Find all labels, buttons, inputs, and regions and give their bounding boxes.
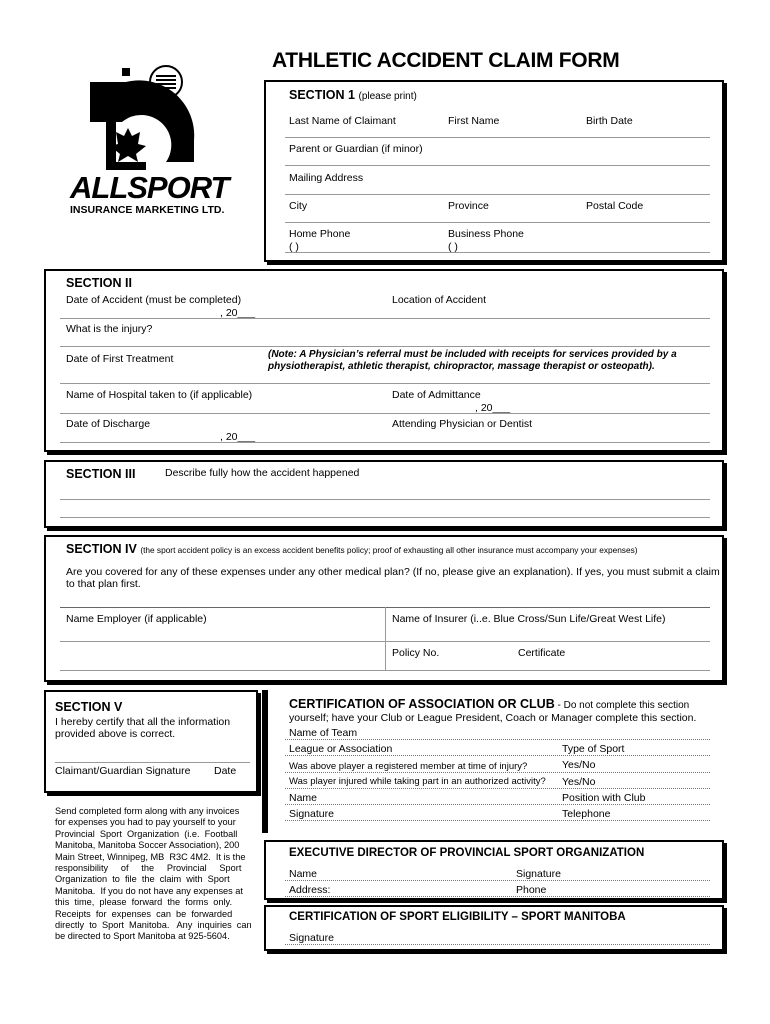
send-instructions-line: Organization to file the claim with Sport	[55, 874, 230, 885]
registered-question: Was above player a registered member at time of injury?	[289, 761, 528, 772]
parent-label: Parent or Guardian (if minor)	[289, 143, 423, 155]
physician-note-2: physiotherapist, athletic therapist, chiropractor, massage therapist or osteopath).	[268, 361, 655, 372]
insurer-label: Name of Insurer (i..e. Blue Cross/Sun Life/Great West Life)	[392, 613, 666, 625]
send-instructions-line: Manitoba, Manitoba Soccer Association), 200	[55, 840, 240, 851]
birth-date-label: Birth Date	[586, 115, 633, 127]
province-label: Province	[448, 200, 489, 212]
hospital-label: Name of Hospital taken to (if applicable)	[66, 389, 253, 401]
policy-label: Policy No.	[392, 647, 440, 659]
eligibility-title: CERTIFICATION OF SPORT ELIGIBILITY – SPORT MANITOBA	[289, 911, 626, 923]
business-phone-paren: ( )	[448, 241, 458, 253]
team-label: Name of Team	[289, 727, 358, 739]
employer-label: Name Employer (if applicable)	[66, 613, 207, 625]
send-instructions-line: be directed to Sport Manitoba at 925-5604.	[55, 931, 230, 942]
home-phone-label: Home Phone	[289, 228, 351, 240]
authorized-yesno: Yes/No	[562, 776, 596, 788]
send-instructions-line: Provincial Sport Organization (i.e. Football	[55, 828, 238, 839]
section-1-title: SECTION 1 (please print)	[289, 88, 417, 102]
city-label: City	[289, 200, 308, 212]
section-2-title: SECTION II	[66, 276, 132, 290]
send-instructions-line: Receipts for expenses can be forwarded	[55, 908, 233, 919]
discharge-year: , 20___	[220, 431, 256, 443]
logo-emblem-icon	[66, 62, 236, 182]
mailing-label: Mailing Address	[289, 172, 364, 184]
last-name-label: Last Name of Claimant	[289, 115, 396, 127]
date-accident-label: Date of Accident (must be completed)	[66, 294, 242, 306]
certify-text: I hereby certify that all the information	[55, 716, 231, 728]
section-4-title: SECTION IV (the sport accident policy is an excess accident benefits policy; proof of exhausting all other insurance must accompany your expenses)	[66, 542, 638, 556]
allsport-logo	[66, 62, 236, 222]
sport-type-label: Type of Sport	[562, 743, 625, 755]
club-name-label: Name	[289, 792, 318, 804]
postal-label: Postal Code	[586, 200, 644, 212]
section-3-title: SECTION III	[66, 467, 136, 481]
section-5-title: SECTION V	[55, 700, 123, 714]
admittance-year: , 20___	[475, 402, 511, 414]
home-phone-paren: ( )	[289, 241, 299, 253]
exec-name-label: Name	[289, 868, 318, 880]
send-instructions-line: Main Street, Winnipeg, MB R3C 4M2. It is the	[55, 851, 246, 862]
club-signature-label: Signature	[289, 808, 334, 820]
discharge-label: Date of Discharge	[66, 418, 151, 430]
send-instructions-line: Send completed form along with any invoices	[55, 806, 240, 816]
certificate-label: Certificate	[518, 647, 566, 659]
send-instructions-line: responsibility of the Provincial Sport	[55, 863, 242, 874]
first-treatment-label: Date of First Treatment	[66, 353, 174, 365]
logo-brand: ALLSPORT	[70, 170, 229, 205]
injury-label: What is the injury?	[66, 323, 153, 335]
telephone-label: Telephone	[562, 808, 611, 820]
cert-line-2: yourself; have your Club or League President, Coach or Manager complete this section.	[289, 712, 697, 724]
form-title: ATHLETIC ACCIDENT CLAIM FORM	[272, 49, 620, 72]
send-instructions-line: Manitoba. If you do not have any expenses at	[55, 885, 243, 896]
cert-club-title: CERTIFICATION OF ASSOCIATION OR CLUB - Do not complete this section	[289, 697, 690, 711]
logo-sub: INSURANCE MARKETING LTD.	[70, 204, 225, 216]
authorized-question: Was player injured while taking part in an authorized activity?	[289, 776, 546, 787]
send-instructions-line: directly to Sport Manitoba. Any inquiries can	[55, 920, 252, 931]
send-instructions	[55, 806, 255, 943]
claimant-date-label: Date	[214, 765, 237, 777]
location-label: Location of Accident	[392, 294, 486, 306]
physician-label: Attending Physician or Dentist	[392, 418, 533, 430]
describe-label: Describe fully how the accident happened	[165, 467, 360, 479]
first-name-label: First Name	[448, 115, 500, 127]
eligibility-signature-label: Signature	[289, 932, 334, 944]
other-plan-question: Are you covered for any of these expenses under any other medical plan? (If no, please give an explanation). If yes, you must submit a claim	[66, 566, 720, 578]
exec-title: EXECUTIVE DIRECTOR OF PROVINCIAL SPORT ORGANIZATION	[289, 847, 645, 859]
league-label: League or Association	[289, 743, 393, 755]
send-instructions-line: for expenses you had to pay yourself to your	[55, 817, 236, 828]
other-plan-question-2: to that plan first.	[66, 578, 141, 590]
admittance-label: Date of Admittance	[392, 389, 481, 401]
position-label: Position with Club	[562, 792, 646, 804]
registered-yesno: Yes/No	[562, 759, 596, 771]
exec-address-label: Address:	[289, 884, 331, 896]
exec-phone-label: Phone	[516, 884, 547, 896]
exec-signature-label: Signature	[516, 868, 561, 880]
send-instructions-line: this time, please forward the forms only.	[55, 897, 233, 908]
claimant-signature-label: Claimant/Guardian Signature	[55, 765, 191, 777]
certify-text-2: provided above is correct.	[55, 728, 176, 740]
physician-note: (Note: A Physician’s referral must be included with receipts for services provided by a	[268, 349, 677, 360]
business-phone-label: Business Phone	[448, 228, 524, 240]
section-4-box	[44, 535, 724, 682]
accident-year: , 20___	[220, 307, 256, 319]
